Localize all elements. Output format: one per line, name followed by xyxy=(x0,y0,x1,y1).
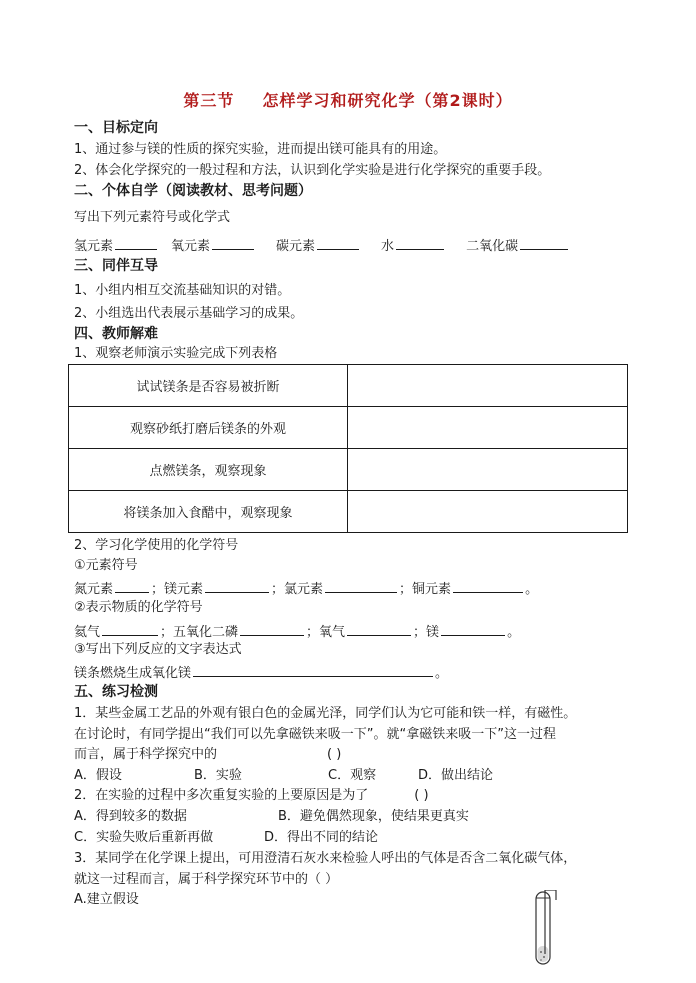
question-text: 3．某同学在化学课上提出，可用澄清石灰水来检验人呼出的气体是否含二氧化碳气体， xyxy=(74,851,577,866)
option[interactable]: C．观察 xyxy=(328,768,377,783)
table-row xyxy=(69,407,628,449)
question-text: 在讨论时，有同学提出“我们可以先拿磁铁来吸一下”。就“拿磁铁来吸一下”这一过程 xyxy=(74,727,556,742)
table-answer-cell[interactable] xyxy=(348,449,628,491)
goal-item: 1、通过参与镁的性质的探究实验，进而提出镁可能具有的用途。 xyxy=(74,142,447,157)
question-text xyxy=(74,746,341,764)
table-row xyxy=(69,491,628,533)
answer-blank[interactable] xyxy=(347,621,411,636)
table-question: 点燃镁条，观察现象 xyxy=(69,449,348,491)
observation-table xyxy=(68,364,628,533)
fill-label: 碳元素 xyxy=(276,239,316,254)
table-answer-cell[interactable] xyxy=(348,491,628,533)
goal-item: 2、体会化学探究的一般过程和方法，认识到化学实验是进行化学探究的重要手段。 xyxy=(74,163,551,178)
fill-label: 镁条燃烧生成氧化镁 xyxy=(74,666,192,681)
sub-question-substances: ②表示物质的化学符号 xyxy=(74,600,203,615)
option[interactable]: D．得出不同的结论 xyxy=(264,830,379,845)
period: 。 xyxy=(525,582,539,597)
answer-blank[interactable] xyxy=(193,662,433,677)
section-heading-practice: 五、练习检测 xyxy=(74,684,158,700)
answer-blank[interactable] xyxy=(396,235,444,250)
question-text-part: 2．在实验的过程中多次重复实验的上要原因是为了 xyxy=(74,788,369,803)
fill-label: 二氧化碳 xyxy=(466,239,519,254)
fill-label: ；镁 xyxy=(413,625,440,640)
section-heading-self-study: 二、个体自学（阅读教材、思考问题） xyxy=(74,183,312,199)
answer-blank[interactable] xyxy=(325,578,397,593)
self-study-prompt: 写出下列元素符号或化学式 xyxy=(74,210,231,225)
peer-item: 1、小组内相互交流基础知识的对错。 xyxy=(74,283,291,298)
answer-parenthesis[interactable]: ( ) xyxy=(327,747,342,762)
answer-blank[interactable] xyxy=(441,621,505,636)
fill-in-row xyxy=(74,235,570,256)
table-question: 观察砂纸打磨后镁条的外观 xyxy=(69,407,348,449)
table-intro: 1、观察老师演示实验完成下列表格 xyxy=(74,346,278,361)
fill-label: 氧元素 xyxy=(171,239,211,254)
option[interactable]: A.建立假设 xyxy=(74,892,139,907)
answer-blank[interactable] xyxy=(205,578,269,593)
test-tube-icon xyxy=(529,890,559,970)
page-title xyxy=(0,88,696,111)
table-question: 将镁条加入食醋中，观察现象 xyxy=(69,491,348,533)
fill-label: ；五氧化二磷 xyxy=(160,625,239,640)
fill-label: ；镁元素 xyxy=(151,582,204,597)
option[interactable]: C．实验失败后重新再做 xyxy=(74,830,214,845)
period: 。 xyxy=(507,625,521,640)
answer-blank[interactable] xyxy=(317,235,359,250)
fill-label: 水 xyxy=(381,239,395,254)
question-text xyxy=(74,787,429,805)
table-answer-cell[interactable] xyxy=(348,365,628,407)
answer-blank[interactable] xyxy=(212,235,254,250)
section-heading-peer: 三、同伴互导 xyxy=(74,258,158,274)
answer-blank[interactable] xyxy=(520,235,568,250)
title-section: 第三节 xyxy=(183,91,235,110)
fill-label: ；氯元素 xyxy=(271,582,324,597)
fill-label: 氢元素 xyxy=(74,239,114,254)
fill-label: 氦气 xyxy=(74,625,101,640)
sub-question-elements: ①元素符号 xyxy=(74,558,138,573)
fill-in-row xyxy=(74,621,520,642)
option[interactable]: A．得到较多的数据 xyxy=(74,809,187,824)
fill-label: 氮元素 xyxy=(74,582,114,597)
fill-in-row xyxy=(74,662,448,683)
option[interactable]: D．做出结论 xyxy=(418,768,494,783)
period: 。 xyxy=(435,666,449,681)
table-row xyxy=(69,449,628,491)
fill-label: ；铜元素 xyxy=(399,582,452,597)
peer-item: 2、小组选出代表展示基础学习的成果。 xyxy=(74,306,304,321)
option[interactable]: A．假设 xyxy=(74,768,122,783)
answer-blank[interactable] xyxy=(102,621,158,636)
chem-symbols-question: 2、学习化学使用的化学符号 xyxy=(74,538,239,553)
title-text: 怎样学习和研究化学（第2课时） xyxy=(262,91,513,110)
answer-blank[interactable] xyxy=(115,235,157,250)
section-heading-teacher: 四、教师解难 xyxy=(74,326,158,342)
option[interactable]: B．实验 xyxy=(194,768,242,783)
question-text-part: 而言，属于科学探究中的 xyxy=(74,747,218,762)
answer-blank[interactable] xyxy=(453,578,523,593)
sub-question-equation: ③写出下列反应的文字表达式 xyxy=(74,642,242,657)
question-text: 1．某些金属工艺品的外观有银白色的金属光泽，同学们认为它可能和铁一样，有磁性。 xyxy=(74,706,577,721)
answer-parenthesis[interactable]: ( ) xyxy=(414,788,429,803)
table-question: 试试镁条是否容易被折断 xyxy=(69,365,348,407)
fill-in-row xyxy=(74,578,538,599)
table-answer-cell[interactable] xyxy=(348,407,628,449)
question-text: 就这一过程而言，属于科学探究环节中的（ ） xyxy=(74,872,339,887)
section-heading-goals: 一、目标定向 xyxy=(74,120,158,136)
answer-blank[interactable] xyxy=(240,621,304,636)
fill-label: ；氧气 xyxy=(306,625,346,640)
option[interactable]: B．避免偶然现象，使结果更真实 xyxy=(278,809,469,824)
answer-blank[interactable] xyxy=(115,578,149,593)
table-row xyxy=(69,365,628,407)
